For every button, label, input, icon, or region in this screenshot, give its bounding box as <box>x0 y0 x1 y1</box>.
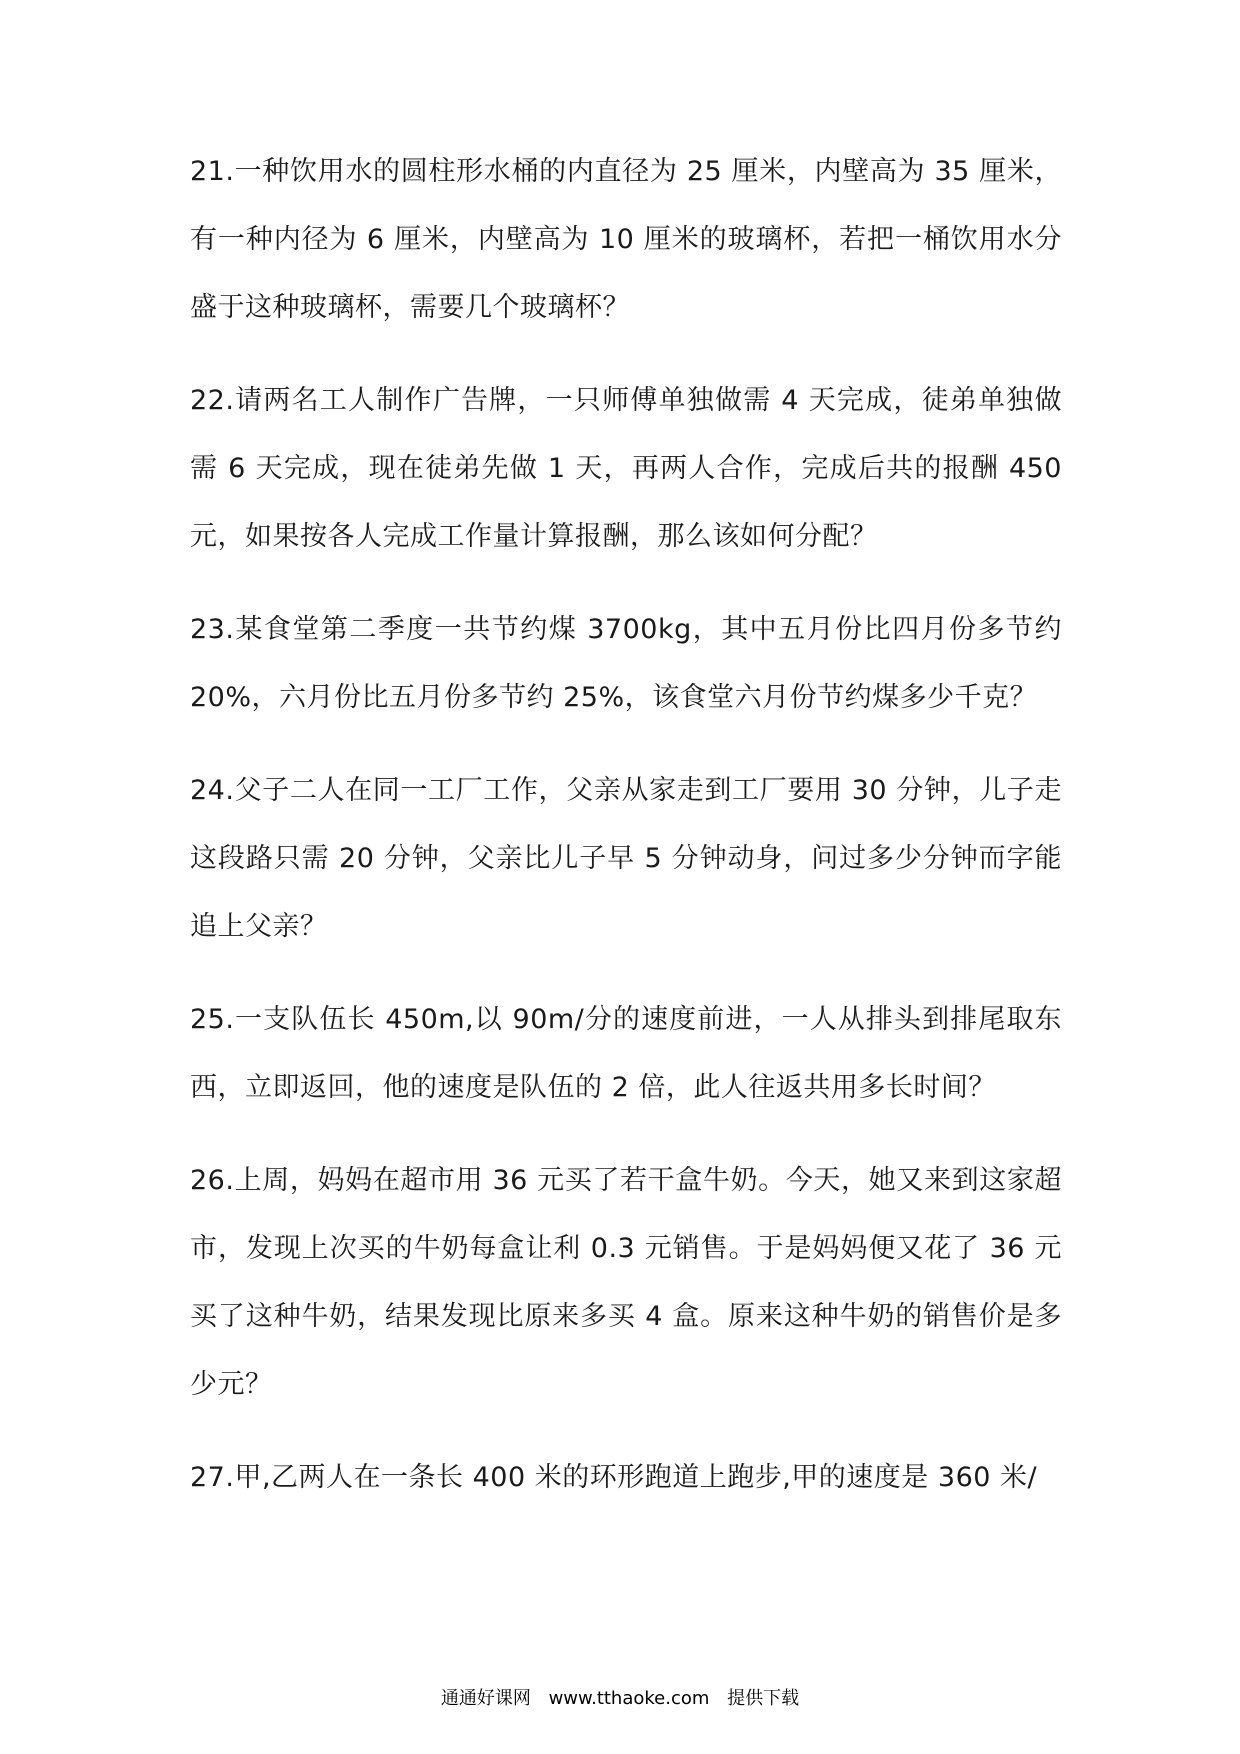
footer-site-name: 通通好课网 <box>440 1688 531 1709</box>
problem-22: 22.请两名工人制作广告牌，一只师傅单独做需 4 天完成，徒弟单独做需 6 天完成，现在徒弟先做 1 天，再两人合作，完成后共的报酬 450 元，如果按各人完成工作量计算报酬，那么该如何分配？ <box>190 385 1062 552</box>
footer-download-text: 提供下载 <box>727 1688 800 1709</box>
problem-26: 26.上周，妈妈在超市用 36 元买了若干盒牛奶。今天，她又来到这家超市，发现上次买的牛奶每盒让利 0.3 元销售。于是妈妈便又花了 36 元买了这种牛奶，结果发现比原来多买 4 盒。原来这种牛奶的销售价是多少元？ <box>190 1165 1062 1400</box>
problem-25: 25.一支队伍长 450m,以 90m/分的速度前进，一人从排头到排尾取东西，立即返回，他的速度是队伍的 2 倍，此人往返共用多长时间？ <box>190 1004 1062 1103</box>
problem-23: 23.某食堂第二季度一共节约煤 3700kg，其中五月份比四月份多节约 20%，六月份比五月份多节约 25%，该食堂六月份节约煤多少千克？ <box>190 614 1062 713</box>
footer-url-link[interactable]: www.tthaoke.com <box>548 1688 710 1709</box>
page-footer <box>0 1684 1240 1710</box>
problem-24: 24.父子二人在同一工厂工作，父亲从家走到工厂要用 30 分钟，儿子走这段路只需 20 分钟，父亲比儿子早 5 分钟动身，问过多少分钟而字能追上父亲？ <box>190 775 1062 942</box>
problem-21: 21.一种饮用水的圆柱形水桶的内直径为 25 厘米，内壁高为 35 厘米，有一种内径为 6 厘米，内壁高为 10 厘米的玻璃杯，若把一桶饮用水分盛于这种玻璃杯，需要几个玻璃杯？ <box>190 156 1062 323</box>
problem-27: 27.甲,乙两人在一条长 400 米的环形跑道上跑步,甲的速度是 360 米/ <box>190 1462 1038 1493</box>
problem-list <box>190 138 1062 1512</box>
